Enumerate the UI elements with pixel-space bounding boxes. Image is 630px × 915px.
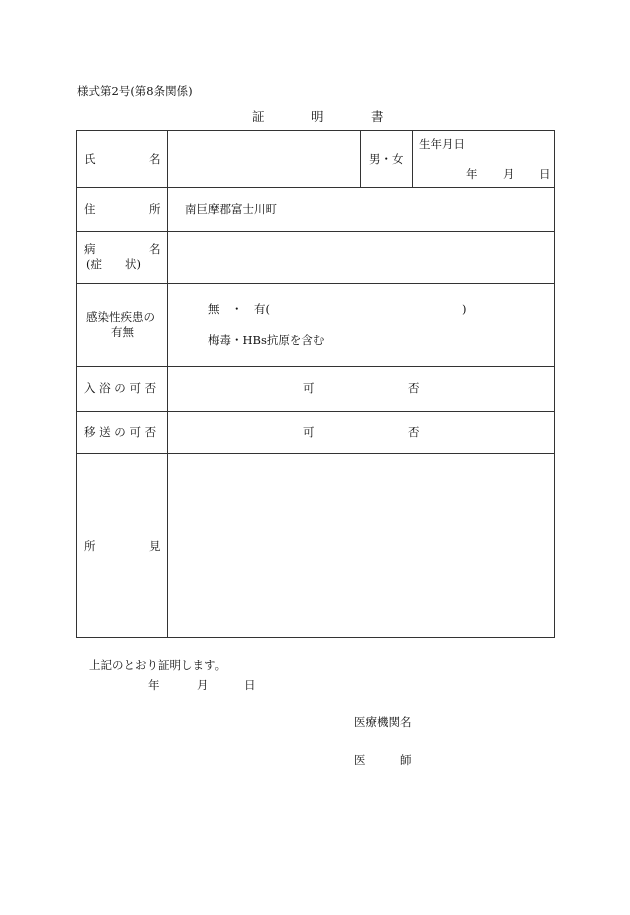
name-field[interactable]	[168, 131, 360, 187]
disease-label-char-1: 病	[84, 242, 96, 256]
bathing-no-option[interactable]: 否	[408, 381, 420, 395]
row-divider	[77, 366, 554, 367]
address-label-char-1: 住	[84, 202, 96, 216]
title-char-2: 明	[311, 109, 324, 124]
institution-label: 医療機関名	[354, 715, 412, 729]
row-divider	[77, 411, 554, 412]
birthdate-month-label: 月	[503, 167, 515, 181]
disease-label-char-2: 名	[149, 242, 161, 256]
form-number: 様式第2号(第8条関係)	[77, 84, 193, 98]
name-label-char-1: 氏	[84, 152, 96, 166]
findings-label-char-2: 見	[149, 539, 161, 553]
infection-label-line1: 感染性疾患の	[86, 310, 155, 324]
transfer-no-option[interactable]: 否	[408, 425, 420, 439]
infection-note: 梅毒・HBs抗原を含む	[208, 333, 325, 347]
birthdate-year-label: 年	[466, 167, 478, 181]
title-char-1: 証	[252, 109, 265, 124]
doctor-label-char-2: 師	[400, 753, 412, 767]
title-char-3: 書	[371, 109, 384, 124]
gender-column-divider-right	[412, 131, 413, 187]
findings-label-char-1: 所	[84, 539, 96, 553]
certify-month-label: 月	[197, 678, 209, 692]
gender-options[interactable]: 男・女	[369, 152, 404, 166]
name-label-char-2: 名	[149, 152, 161, 166]
findings-field[interactable]	[168, 454, 554, 637]
bathing-label: 入 浴 の 可 否	[84, 381, 157, 395]
row-divider	[77, 283, 554, 284]
transfer-yes-option[interactable]: 可	[303, 425, 315, 439]
disease-label-sub: (症 状)	[86, 257, 141, 271]
doctor-label-char-1: 医	[354, 753, 366, 767]
disease-field[interactable]	[168, 232, 554, 283]
birthdate-day-label: 日	[539, 167, 551, 181]
row-divider	[77, 187, 554, 188]
birthdate-label: 生年月日	[419, 137, 465, 151]
gender-column-divider-left	[360, 131, 361, 187]
transfer-label: 移 送 の 可 否	[84, 425, 157, 439]
address-value[interactable]: 南巨摩郡富士川町	[185, 202, 277, 216]
certificate-table	[76, 130, 555, 638]
certify-day-label: 日	[244, 678, 256, 692]
infection-options[interactable]: 無 ・ 有(	[208, 302, 270, 316]
certify-year-label: 年	[148, 678, 160, 692]
certify-statement: 上記のとおり証明します。	[89, 658, 227, 672]
infection-options-close: )	[462, 302, 467, 316]
address-label-char-2: 所	[149, 202, 161, 216]
infection-label-line2: 有無	[111, 325, 134, 339]
bathing-yes-option[interactable]: 可	[303, 381, 315, 395]
